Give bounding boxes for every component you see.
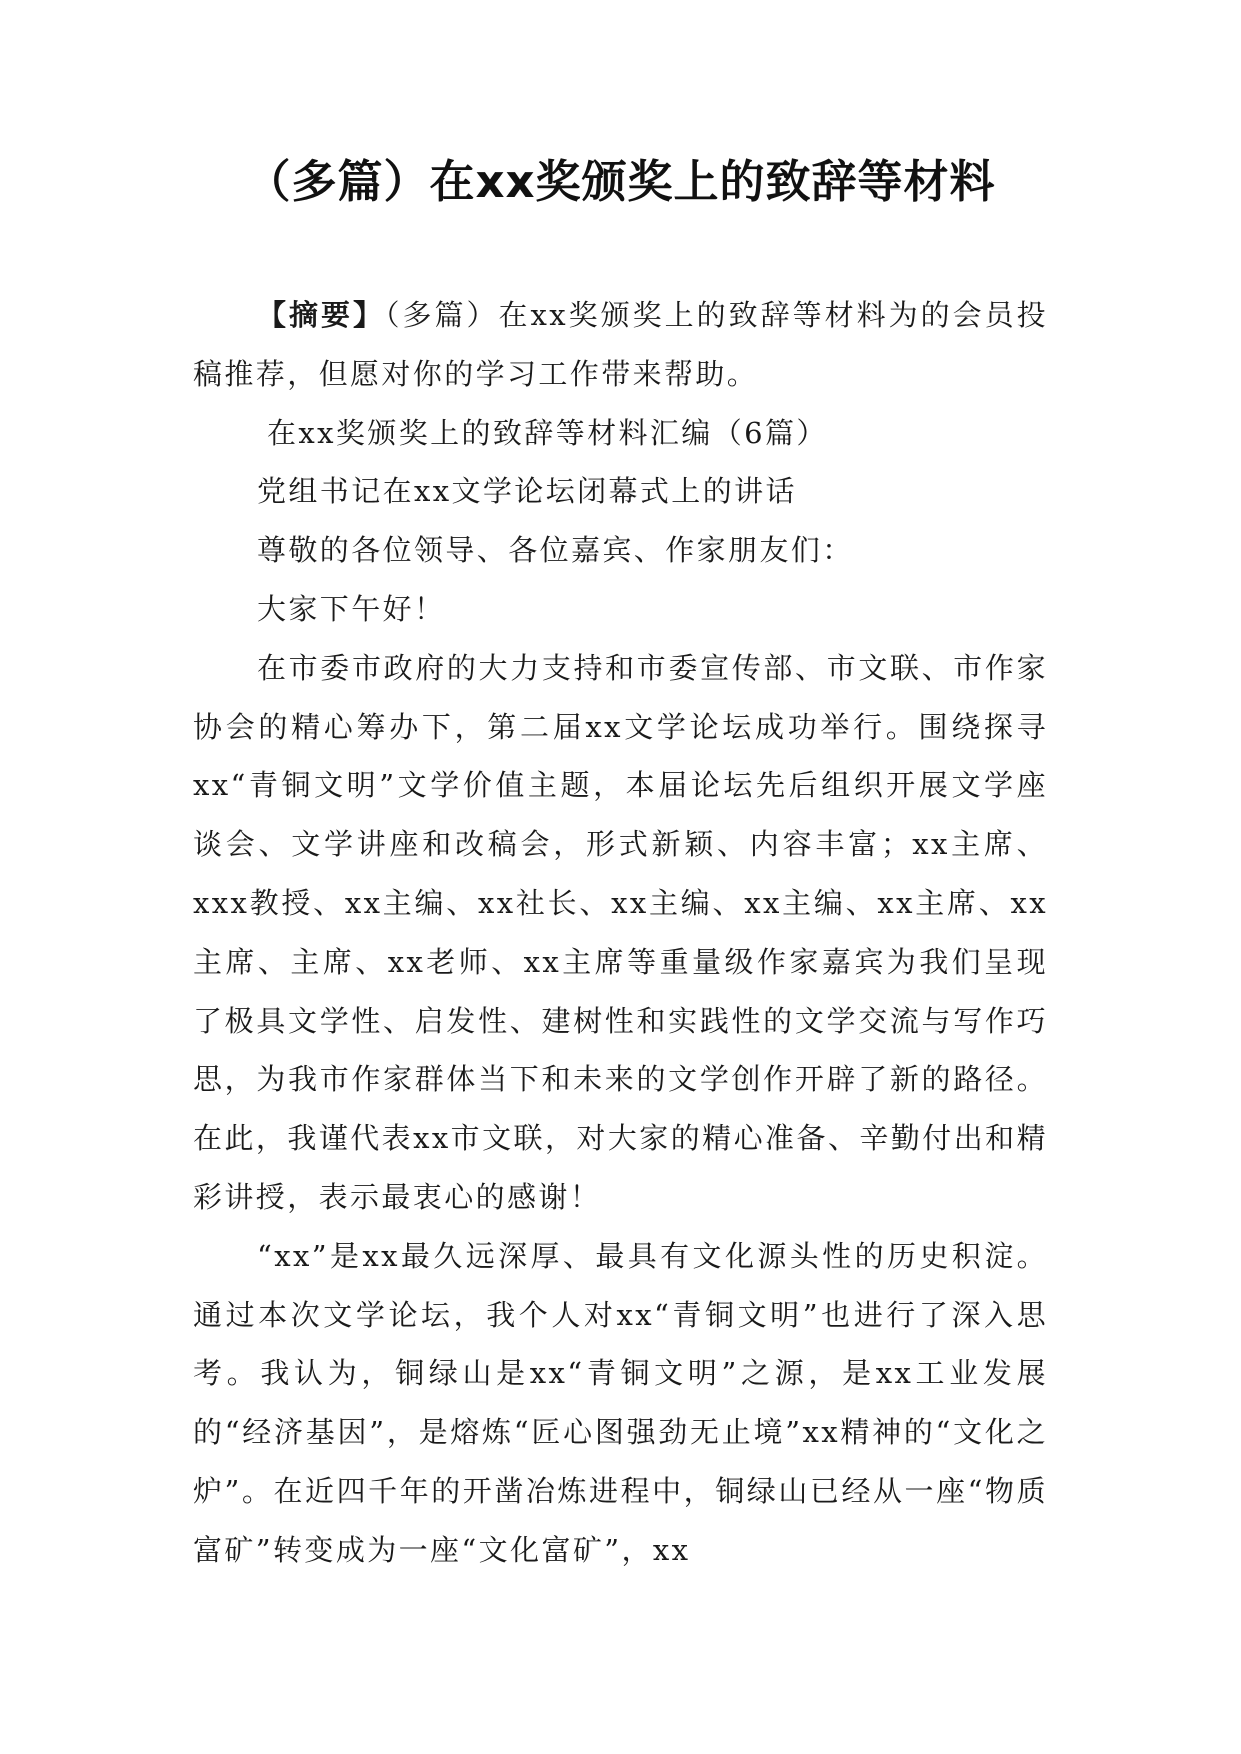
document-title: （多篇）在xx奖颁奖上的致辞等材料	[245, 155, 996, 208]
abstract-text: （多篇）在xx奖颁奖上的致辞等材料为的会员投稿推荐，但愿对你的学习工作带来帮助。	[193, 298, 1048, 391]
document-body	[193, 286, 1048, 1580]
greeting: 大家下午好！	[257, 591, 446, 626]
body-paragraph: 在市委市政府的大力支持和市委宣传部、市文联、市作家协会的精心筹办下，第二届xx文学论坛成功举行。围绕探寻xx“青铜文明”文学价值主题，本届论坛先后组织开展文学座谈会、文学讲座和改稿会，形式新颖、内容丰富；xx主席、xxx教授、xx主编、xx社长、xx主编、xx主编、xx主席、xx主席、主席、xx老师、xx主席等重量级作家嘉宾为我们呈现了极具文学性、启发性、建树性和实践性的文学交流与写作巧思，为我市作家群体当下和未来的文学创作开辟了新的路径。在此，我谨代表xx市文联，对大家的精心准备、辛勤付出和精彩讲授，表示最衷心的感谢！	[193, 650, 1048, 1214]
abstract-paragraph	[193, 286, 1048, 404]
abstract-label: 【摘要】	[257, 298, 385, 332]
speech-title: 党组书记在xx文学论坛闭幕式上的讲话	[257, 474, 797, 509]
salutation: 尊敬的各位领导、各位嘉宾、作家朋友们：	[257, 533, 854, 568]
collection-heading: 在xx奖颁奖上的致辞等材料汇编（6篇）	[267, 415, 828, 450]
body-paragraph: “xx”是xx最久远深厚、最具有文化源头性的历史积淀。通过本次文学论坛，我个人对xx“青铜文明”也进行了深入思考。我认为，铜绿山是xx“青铜文明”之源，是xx工业发展的“经济基因”，是熔炼“匠心图强劲无止境”xx精神的“文化之炉”。在近四千年的开凿冶炼进程中，铜绿山已经从一座“物质富矿”转变成为一座“文化富矿”，xx	[193, 1238, 1048, 1567]
